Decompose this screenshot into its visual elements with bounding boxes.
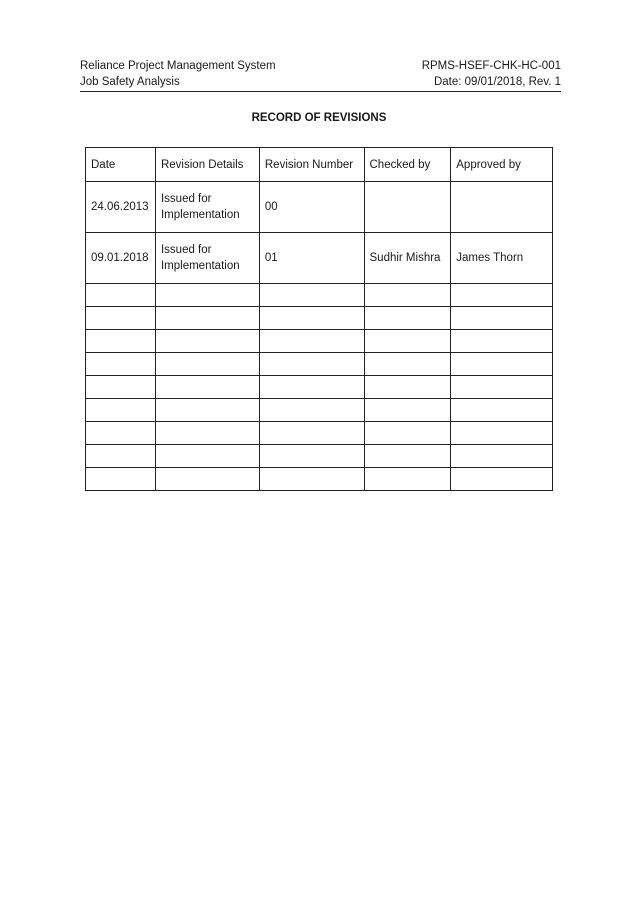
table-cell (86, 284, 156, 307)
table-cell (86, 422, 156, 445)
table-cell: 00 (259, 182, 364, 233)
table-cell (155, 284, 259, 307)
table-cell (451, 468, 553, 491)
table-cell (364, 376, 451, 399)
table-cell (155, 353, 259, 376)
table-cell (86, 353, 156, 376)
table-cell (364, 330, 451, 353)
revisions-table-body (86, 148, 553, 491)
table-cell (259, 353, 364, 376)
column-header: Revision Number (259, 148, 364, 182)
table-cell (364, 182, 451, 233)
table-cell (451, 422, 553, 445)
table-row-empty (86, 307, 553, 330)
table-row-empty (86, 399, 553, 422)
table-cell (155, 330, 259, 353)
table-row-empty (86, 284, 553, 307)
table-cell (86, 468, 156, 491)
table-cell (364, 353, 451, 376)
table-row-empty (86, 376, 553, 399)
column-header: Checked by (364, 148, 451, 182)
table-cell (259, 284, 364, 307)
table-cell (364, 468, 451, 491)
table-cell (451, 284, 553, 307)
table-cell (86, 376, 156, 399)
table-row-empty (86, 468, 553, 491)
page-header (80, 58, 561, 92)
column-header: Approved by (451, 148, 553, 182)
table-cell: Issued for Implementation (155, 182, 259, 233)
table-cell (155, 422, 259, 445)
table-cell (451, 182, 553, 233)
table-header-row (86, 148, 553, 182)
table-cell (86, 307, 156, 330)
table-cell (451, 445, 553, 468)
table-row-empty (86, 422, 553, 445)
table-cell: 01 (259, 233, 364, 284)
table-cell (451, 330, 553, 353)
revisions-table (85, 147, 553, 491)
table-cell (155, 468, 259, 491)
table-cell: Sudhir Mishra (364, 233, 451, 284)
table-row (86, 233, 553, 284)
table-cell (451, 376, 553, 399)
table-row (86, 182, 553, 233)
table-cell (155, 376, 259, 399)
table-cell (259, 468, 364, 491)
table-cell (364, 284, 451, 307)
table-cell (364, 399, 451, 422)
table-cell (451, 307, 553, 330)
header-row-bottom (80, 74, 561, 90)
header-row-top (80, 58, 561, 74)
table-cell (259, 445, 364, 468)
table-cell (155, 399, 259, 422)
column-header: Revision Details (155, 148, 259, 182)
table-row-empty (86, 330, 553, 353)
table-cell (259, 399, 364, 422)
table-cell (86, 330, 156, 353)
table-cell (86, 445, 156, 468)
table-cell (259, 330, 364, 353)
table-cell: Issued for Implementation (155, 233, 259, 284)
table-cell (451, 353, 553, 376)
table-cell (155, 445, 259, 468)
column-header: Date (86, 148, 156, 182)
table-row-empty (86, 353, 553, 376)
table-cell: James Thorn (451, 233, 553, 284)
table-cell (259, 307, 364, 330)
table-cell: 24.06.2013 (86, 182, 156, 233)
system-name: Reliance Project Management System (80, 60, 276, 72)
page-title: RECORD OF REVISIONS (251, 112, 387, 124)
table-cell (451, 399, 553, 422)
table-cell (364, 445, 451, 468)
table-cell (259, 376, 364, 399)
table-cell (364, 422, 451, 445)
table-cell (86, 399, 156, 422)
table-row-empty (86, 445, 553, 468)
document-title: Job Safety Analysis (80, 76, 180, 88)
table-cell (259, 422, 364, 445)
table-cell (364, 307, 451, 330)
document-code: RPMS-HSEF-CHK-HC-001 (421, 60, 561, 72)
table-cell (155, 307, 259, 330)
date-revision: Date: 09/01/2018, Rev. 1 (433, 76, 561, 88)
table-cell: 09.01.2018 (86, 233, 156, 284)
